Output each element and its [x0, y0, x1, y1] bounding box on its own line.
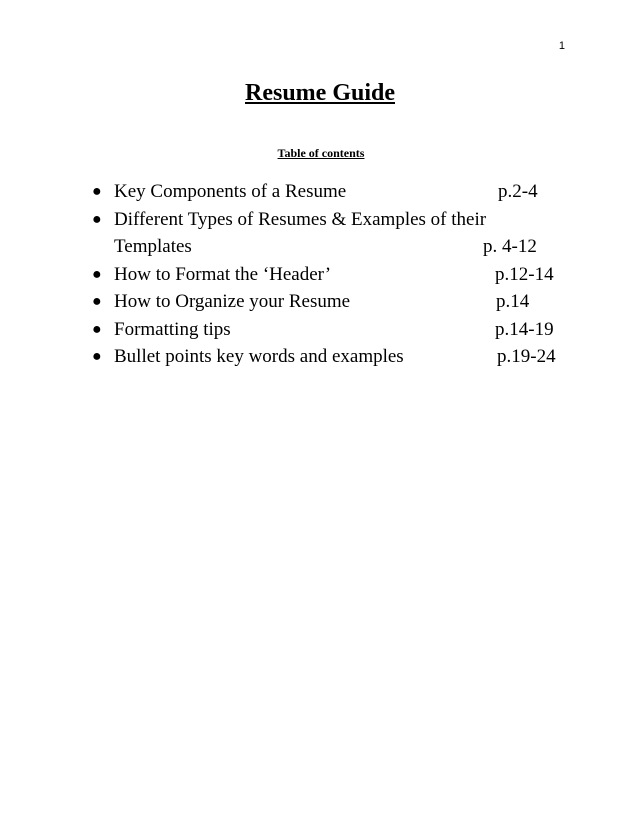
toc-entry-row	[114, 206, 570, 234]
toc-entry-title: How to Format the ‘Header’	[114, 263, 332, 285]
toc-entry-page: p. 4-12	[483, 236, 537, 257]
toc-entry-title: Formatting tips	[114, 318, 231, 340]
toc-entry-title: Bullet points key words and examples	[114, 346, 404, 367]
toc-entry-page: p.14-19	[495, 318, 554, 340]
toc-item	[90, 316, 570, 344]
toc-entry-title: How to Organize your Resume	[114, 291, 351, 312]
toc-entry-row	[114, 343, 570, 371]
toc-entry-page: p.12-14	[495, 263, 554, 285]
bullet-icon: ●	[92, 293, 102, 310]
bullet-icon: ●	[92, 210, 102, 228]
document-title: Resume Guide	[245, 80, 395, 106]
page-number: 1	[558, 40, 565, 52]
toc-item	[90, 178, 570, 206]
toc-entry-page: p.14	[496, 291, 530, 312]
toc-item	[90, 343, 570, 371]
bullet-icon: ●	[92, 320, 102, 338]
toc-entry-title-continued: Templates	[114, 236, 192, 257]
toc-entry-row	[114, 316, 570, 344]
toc-item	[90, 206, 570, 261]
toc-entry-row-continued	[114, 233, 570, 261]
toc-item	[90, 288, 570, 316]
bullet-icon: ●	[92, 265, 102, 283]
toc-entry-page: p.19-24	[497, 346, 556, 367]
toc-entry-title: Key Components of a Resume	[114, 181, 347, 202]
toc-entry-row	[114, 288, 570, 316]
toc-entry-row	[114, 261, 570, 289]
toc-item	[90, 261, 570, 289]
toc-heading: Table of contents	[277, 146, 365, 160]
table-of-contents	[90, 178, 570, 371]
toc-entry-page: p.2-4	[498, 181, 538, 202]
toc-entry-title: Different Types of Resumes & Examples of their	[114, 208, 487, 230]
bullet-icon: ●	[92, 348, 102, 365]
bullet-icon: ●	[92, 183, 102, 200]
toc-entry-row	[114, 178, 570, 206]
